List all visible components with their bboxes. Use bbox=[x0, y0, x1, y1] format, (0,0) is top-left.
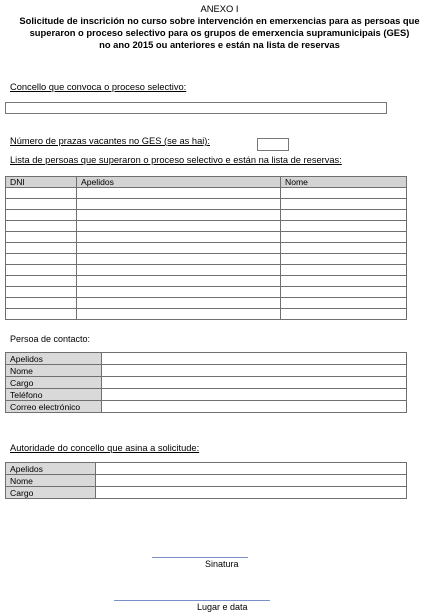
contacto-correo-electronico-label: Correo electrónico bbox=[6, 401, 102, 413]
cell-dni[interactable] bbox=[6, 287, 77, 298]
cell-nome[interactable] bbox=[281, 276, 407, 287]
cell-apelidos[interactable] bbox=[77, 276, 281, 287]
form-title-line-2: superaron o proceso selectivo para os grupos de emerxencia supramunicipais (GES) bbox=[29, 27, 410, 38]
cell-apelidos[interactable] bbox=[77, 287, 281, 298]
autoridade-row bbox=[6, 463, 407, 475]
contacto-label: Persoa de contacto: bbox=[10, 334, 91, 344]
autoridade-label: Autoridade do concello que asina a solicitude: bbox=[10, 443, 200, 453]
autoridade-apelidos-field[interactable] bbox=[96, 463, 407, 475]
autoridade-table bbox=[5, 462, 407, 499]
cell-apelidos[interactable] bbox=[77, 221, 281, 232]
cell-apelidos[interactable] bbox=[77, 254, 281, 265]
contacto-row bbox=[6, 401, 407, 413]
contacto-correo-electronico-field[interactable] bbox=[102, 401, 407, 413]
autoridade-cargo-field[interactable] bbox=[96, 487, 407, 499]
table-row bbox=[6, 254, 407, 265]
cell-apelidos[interactable] bbox=[77, 199, 281, 210]
cell-apelidos[interactable] bbox=[77, 265, 281, 276]
cell-apelidos[interactable] bbox=[77, 188, 281, 199]
contacto-row bbox=[6, 365, 407, 377]
autoridade-cargo-label: Cargo bbox=[6, 487, 96, 499]
table-row bbox=[6, 243, 407, 254]
contacto-apelidos-field[interactable] bbox=[102, 353, 407, 365]
contacto-cargo-field[interactable] bbox=[102, 377, 407, 389]
cell-apelidos[interactable] bbox=[77, 243, 281, 254]
convoca-input[interactable] bbox=[5, 102, 387, 114]
cell-nome[interactable] bbox=[281, 210, 407, 221]
column-header-nome: Nome bbox=[281, 177, 407, 188]
autoridade-nome-field[interactable] bbox=[96, 475, 407, 487]
contacto-nome-label: Nome bbox=[6, 365, 102, 377]
cell-apelidos[interactable] bbox=[77, 309, 281, 320]
lugar-data-label: Lugar e data bbox=[197, 602, 248, 612]
cell-nome[interactable] bbox=[281, 221, 407, 232]
table-row bbox=[6, 210, 407, 221]
cell-dni[interactable] bbox=[6, 188, 77, 199]
contacto-telefono-label: Teléfono bbox=[6, 389, 102, 401]
reservas-header-row bbox=[6, 177, 407, 188]
cell-apelidos[interactable] bbox=[77, 232, 281, 243]
table-row bbox=[6, 298, 407, 309]
cell-nome[interactable] bbox=[281, 243, 407, 254]
contacto-apelidos-label: Apelidos bbox=[6, 353, 102, 365]
contacto-table bbox=[5, 352, 407, 413]
cell-nome[interactable] bbox=[281, 309, 407, 320]
cell-apelidos[interactable] bbox=[77, 210, 281, 221]
convoca-label: Concello que convoca o proceso selectivo: bbox=[10, 82, 187, 92]
cell-dni[interactable] bbox=[6, 276, 77, 287]
autoridade-nome-label: Nome bbox=[6, 475, 96, 487]
sinatura-label: Sinatura bbox=[205, 559, 239, 569]
sinatura-line[interactable] bbox=[152, 557, 248, 558]
contacto-row bbox=[6, 389, 407, 401]
reservas-table bbox=[5, 176, 407, 320]
vacantes-label: Número de prazas vacantes no GES (se as hai): bbox=[10, 136, 210, 146]
table-row bbox=[6, 221, 407, 232]
reservas-label: Lista de persoas que superaron o proceso selectivo e están na lista de reservas: bbox=[10, 155, 342, 165]
cell-dni[interactable] bbox=[6, 210, 77, 221]
contacto-row bbox=[6, 353, 407, 365]
contacto-nome-field[interactable] bbox=[102, 365, 407, 377]
cell-nome[interactable] bbox=[281, 287, 407, 298]
table-row bbox=[6, 232, 407, 243]
annex-label: ANEXO I bbox=[200, 3, 239, 14]
cell-nome[interactable] bbox=[281, 199, 407, 210]
cell-nome[interactable] bbox=[281, 298, 407, 309]
lugar-data-line[interactable] bbox=[114, 600, 270, 601]
table-row bbox=[6, 265, 407, 276]
table-row bbox=[6, 309, 407, 320]
table-row bbox=[6, 188, 407, 199]
cell-dni[interactable] bbox=[6, 232, 77, 243]
cell-nome[interactable] bbox=[281, 188, 407, 199]
vacantes-input[interactable] bbox=[257, 138, 289, 151]
cell-nome[interactable] bbox=[281, 265, 407, 276]
form-title-line-1: Solicitude de inscrición no curso sobre intervención en emerxencias para as persoas que bbox=[19, 15, 420, 26]
table-row bbox=[6, 276, 407, 287]
contacto-cargo-label: Cargo bbox=[6, 377, 102, 389]
autoridade-row bbox=[6, 487, 407, 499]
cell-dni[interactable] bbox=[6, 243, 77, 254]
column-header-apelidos: Apelidos bbox=[77, 177, 281, 188]
cell-nome[interactable] bbox=[281, 254, 407, 265]
autoridade-row bbox=[6, 475, 407, 487]
form-title-line-3: no ano 2015 ou anteriores e están na lista de reservas bbox=[99, 39, 340, 50]
cell-dni[interactable] bbox=[6, 199, 77, 210]
cell-nome[interactable] bbox=[281, 232, 407, 243]
table-row bbox=[6, 199, 407, 210]
cell-dni[interactable] bbox=[6, 221, 77, 232]
contacto-telefono-field[interactable] bbox=[102, 389, 407, 401]
table-row bbox=[6, 287, 407, 298]
cell-dni[interactable] bbox=[6, 309, 77, 320]
cell-dni[interactable] bbox=[6, 265, 77, 276]
column-header-dni: DNI bbox=[6, 177, 77, 188]
cell-dni[interactable] bbox=[6, 254, 77, 265]
cell-dni[interactable] bbox=[6, 298, 77, 309]
cell-apelidos[interactable] bbox=[77, 298, 281, 309]
contacto-row bbox=[6, 377, 407, 389]
autoridade-apelidos-label: Apelidos bbox=[6, 463, 96, 475]
